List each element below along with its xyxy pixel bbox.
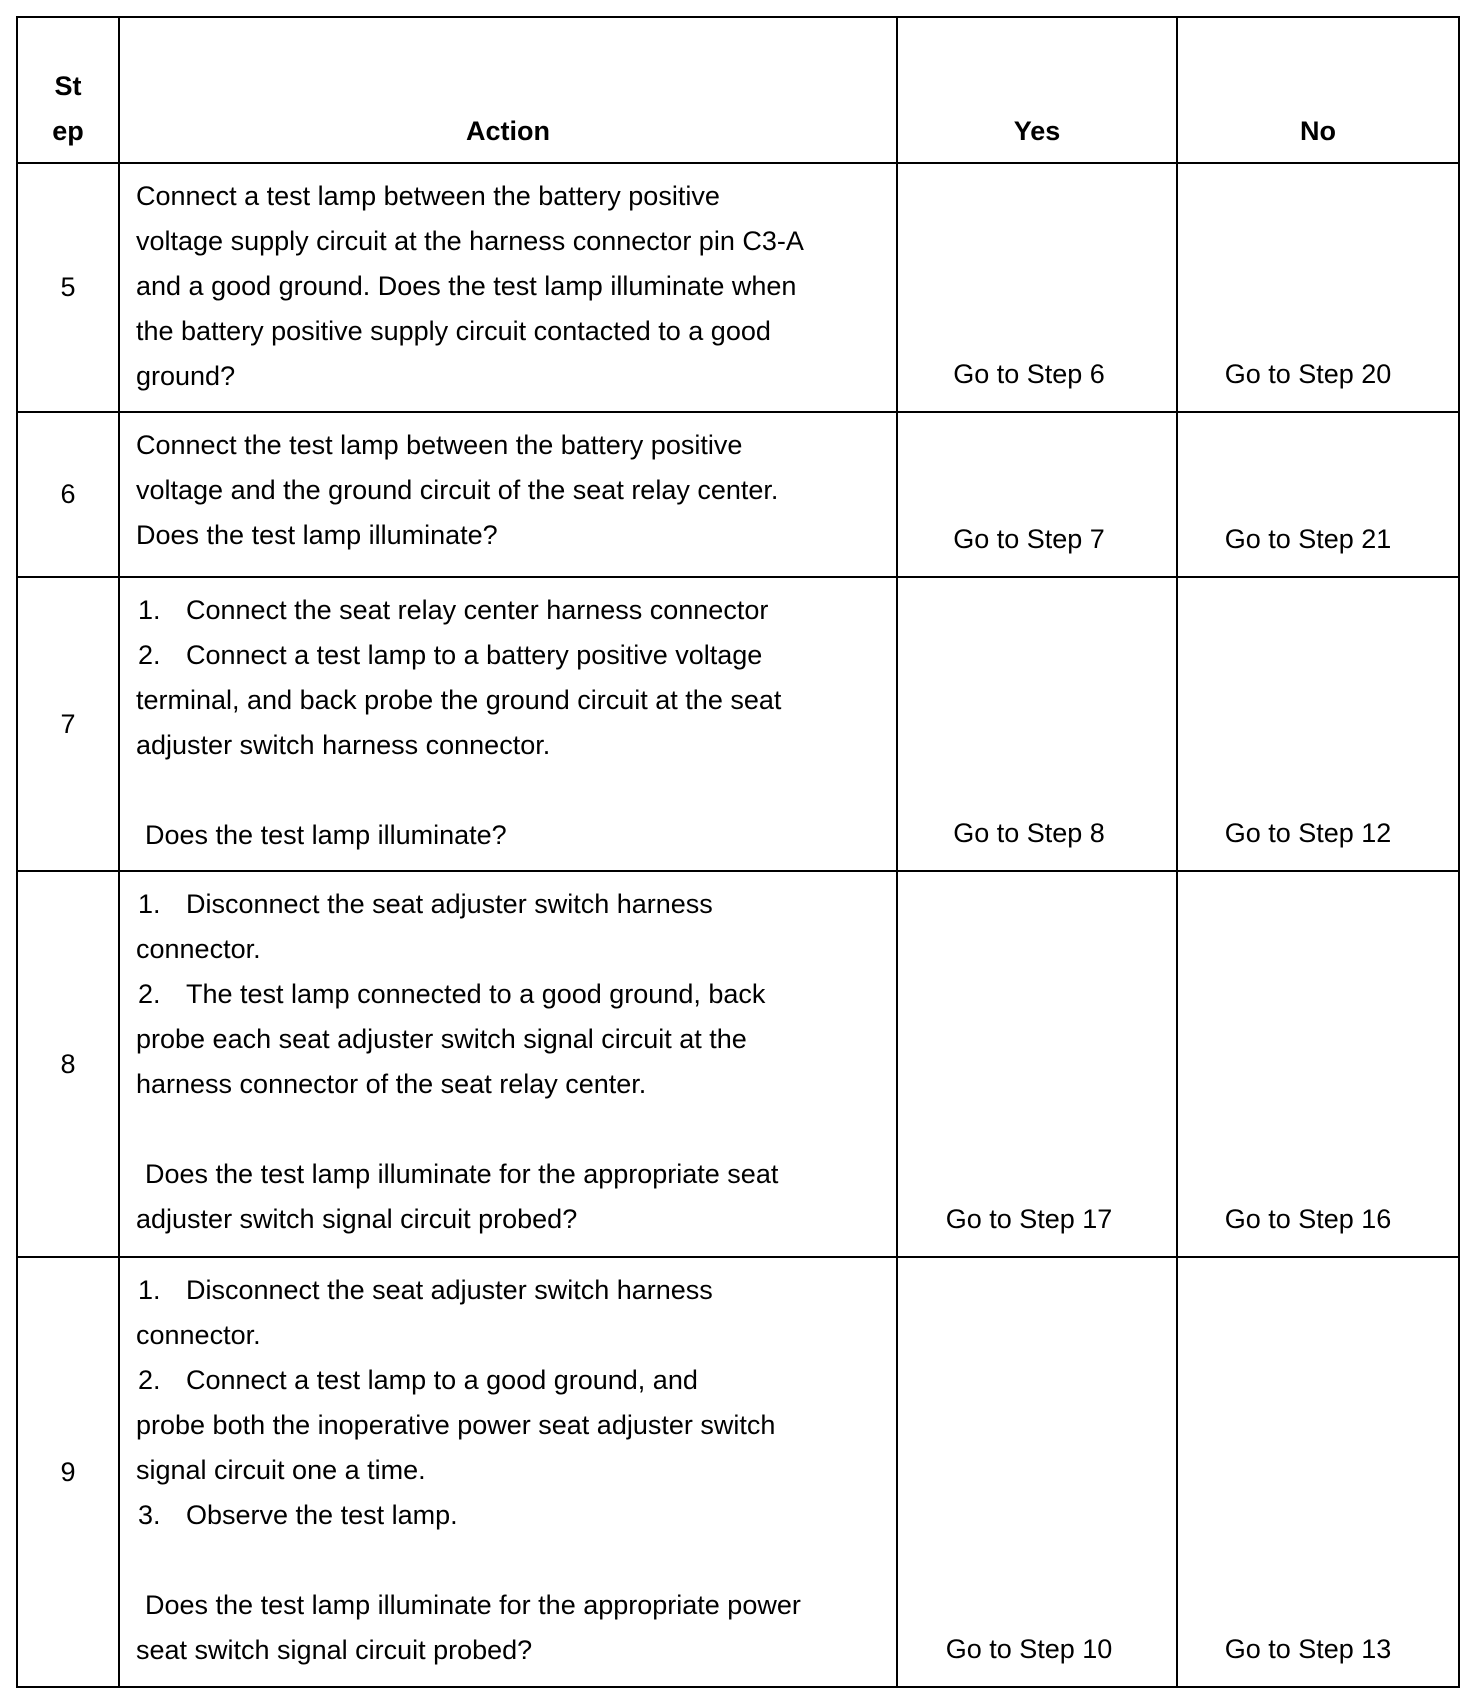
- yes-cell: [897, 163, 1177, 412]
- no-result: Go to Step 16: [1224, 1204, 1392, 1234]
- item-number: 3.: [138, 1500, 161, 1530]
- item-text: connector.: [136, 934, 261, 964]
- no-cell: [1177, 1257, 1459, 1687]
- action-line: the battery positive supply circuit contacted to a good: [136, 316, 771, 346]
- item-text: probe both the inoperative power seat adjuster switch: [136, 1410, 776, 1440]
- yes-result: Go to Step 17: [945, 1204, 1113, 1234]
- item-text: terminal, and back probe the ground circuit at the seat: [136, 685, 782, 715]
- table-row: [17, 871, 1459, 1257]
- item-number: 2.: [138, 979, 161, 1009]
- table-row: [17, 412, 1459, 577]
- step-number: 6: [17, 412, 119, 577]
- item-text: Connect a test lamp to a good ground, and: [186, 1365, 698, 1395]
- action-line: Does the test lamp illuminate?: [136, 520, 498, 550]
- item-number: 1.: [138, 889, 161, 919]
- question-text: seat switch signal circuit probed?: [136, 1635, 533, 1665]
- action-line: and a good ground. Does the test lamp illuminate when: [136, 271, 797, 301]
- item-text: The test lamp connected to a good ground, back: [186, 979, 766, 1009]
- no-result: Go to Step 13: [1224, 1634, 1392, 1664]
- item-text: Disconnect the seat adjuster switch harness: [186, 1275, 713, 1305]
- item-text: Disconnect the seat adjuster switch harness: [186, 889, 713, 919]
- item-number: 2.: [138, 640, 161, 670]
- no-result: Go to Step 21: [1224, 524, 1392, 554]
- action-cell: [119, 163, 897, 412]
- item-text: signal circuit one a time.: [136, 1455, 426, 1485]
- yes-cell: [897, 1257, 1177, 1687]
- item-text: Observe the test lamp.: [186, 1500, 458, 1530]
- item-number: 1.: [138, 595, 161, 625]
- list-item: [136, 588, 884, 633]
- step-number: 7: [17, 577, 119, 871]
- item-text: adjuster switch harness connector.: [136, 730, 551, 760]
- item-text: harness connector of the seat relay center.: [136, 1069, 647, 1099]
- item-text: Connect the seat relay center harness connector: [186, 595, 769, 625]
- header-action: [119, 17, 897, 163]
- no-cell: [1177, 577, 1459, 871]
- yes-cell: [897, 412, 1177, 577]
- spacer: [136, 1538, 884, 1583]
- header-step: St ep: [17, 17, 119, 163]
- item-number: 2.: [138, 1365, 161, 1395]
- item-number: 1.: [138, 1275, 161, 1305]
- action-line: Connect the test lamp between the battery positive: [136, 430, 743, 460]
- spacer: [136, 768, 884, 813]
- item-text: Connect a test lamp to a battery positive voltage: [186, 640, 763, 670]
- no-cell: [1177, 412, 1459, 577]
- action-line: voltage and the ground circuit of the seat relay center.: [136, 475, 779, 505]
- action-line: Connect a test lamp between the battery positive: [136, 181, 720, 211]
- no-result: Go to Step 20: [1224, 359, 1392, 389]
- list-item: [136, 882, 884, 927]
- table-row: [17, 1257, 1459, 1687]
- yes-result: Go to Step 7: [953, 524, 1105, 554]
- yes-result: Go to Step 10: [945, 1634, 1113, 1664]
- no-cell: [1177, 163, 1459, 412]
- table-row: [17, 163, 1459, 412]
- list-item: [136, 1358, 884, 1403]
- action-line: voltage supply circuit at the harness connector pin C3-A: [136, 226, 804, 256]
- action-cell: [119, 412, 897, 577]
- question-text: Does the test lamp illuminate for the appropriate seat: [145, 1159, 779, 1189]
- action-cell: [119, 871, 897, 1257]
- list-item: [136, 972, 884, 1017]
- step-number: 8: [17, 871, 119, 1257]
- item-text: probe each seat adjuster switch signal circuit at the: [136, 1024, 747, 1054]
- list-item: [136, 633, 884, 678]
- question-text: Does the test lamp illuminate for the appropriate power: [145, 1590, 801, 1620]
- yes-cell: [897, 871, 1177, 1257]
- yes-result: Go to Step 8: [953, 818, 1105, 848]
- header-no-label: No: [1300, 116, 1336, 146]
- header-action-label: Action: [466, 116, 550, 146]
- header-no: [1177, 17, 1459, 163]
- header-yes: [897, 17, 1177, 163]
- list-item: [136, 1493, 884, 1538]
- question-text: Does the test lamp illuminate?: [145, 820, 507, 850]
- list-item: [136, 1268, 884, 1313]
- step-number: 9: [17, 1257, 119, 1687]
- action-line: ground?: [136, 361, 236, 391]
- header-row: [17, 17, 1459, 163]
- step-number: 5: [17, 163, 119, 412]
- table-row: [17, 577, 1459, 871]
- no-result: Go to Step 12: [1224, 818, 1392, 848]
- action-cell: [119, 577, 897, 871]
- header-yes-label: Yes: [1013, 116, 1061, 146]
- action-cell: [119, 1257, 897, 1687]
- yes-cell: [897, 577, 1177, 871]
- diagnostic-table: [16, 16, 1460, 1688]
- yes-result: Go to Step 6: [953, 359, 1105, 389]
- item-text: connector.: [136, 1320, 261, 1350]
- spacer: [136, 1107, 884, 1152]
- question-text: adjuster switch signal circuit probed?: [136, 1204, 578, 1234]
- no-cell: [1177, 871, 1459, 1257]
